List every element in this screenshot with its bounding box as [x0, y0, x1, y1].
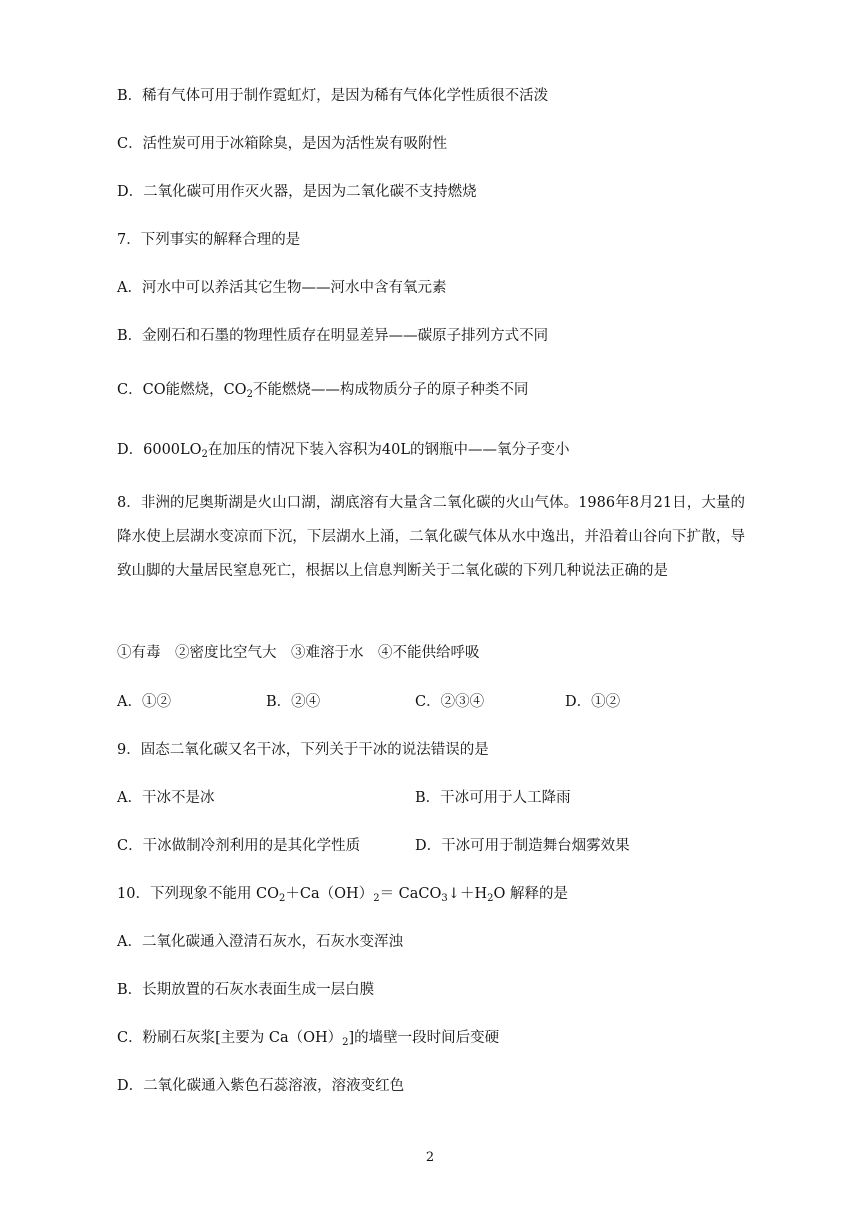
q9-option-a: A．干冰不是冰	[117, 790, 215, 806]
q7-option-c-subscript: 2	[246, 389, 253, 400]
q10-stem-sub1: 2	[279, 893, 286, 904]
q10-stem-part4: ↓＋H	[447, 886, 488, 902]
q10-option-c-start: C．粉刷石灰浆[主要为 Ca（OH）	[117, 1030, 343, 1046]
q10-option-a: A．二氧化碳通入澄清石灰水，石灰水变浑浊	[117, 934, 403, 950]
q7-option-a: A．河水中可以养活其它生物——河水中含有氧元素	[117, 280, 447, 296]
q10-stem-part3: ＝ CaCO	[379, 886, 442, 902]
q10-stem	[117, 884, 568, 904]
q10-option-c-subscript: 2	[342, 1037, 349, 1048]
q7-option-c-start: C．CO能燃烧，	[117, 382, 224, 398]
q8-option-b: B．②④	[266, 694, 321, 710]
q7-option-d-end: 在加压的情况下装入容积为40L的钢瓶中——氧分子变小	[207, 442, 570, 458]
q7-option-c-formula: CO	[223, 382, 247, 398]
q7-option-c	[117, 380, 528, 400]
q9-stem: 9．固态二氧化碳又名干冰，下列关于干冰的说法错误的是	[117, 742, 489, 758]
q7-option-d-subscript: 2	[201, 449, 208, 460]
q6-option-c: C．活性炭可用于冰箱除臭，是因为活性炭有吸附性	[117, 136, 448, 152]
q10-stem-part1: 10．下列现象不能用 CO	[117, 886, 280, 902]
q8-stem: 8．非洲的尼奥斯湖是火山口湖，湖底溶有大量含二氧化碳的火山气体。1986年8月21日，大量的降水使上层湖水变凉而下沉，下层湖水上涌，二氧化碳气体从水中逸出，并沿着山谷向下扩散，导致山脚的大量居民窒息死亡，根据以上信息判断关于二氧化碳的下列几种说法正确的是	[117, 495, 745, 579]
q6-option-b: B．稀有气体可用于制作霓虹灯，是因为稀有气体化学性质很不活泼	[117, 88, 549, 104]
q10-stem-part2: ＋Ca（OH）	[285, 886, 374, 902]
q10-option-d: D．二氧化碳通入紫色石蕊溶液，溶液变红色	[117, 1078, 405, 1094]
q7-option-d-start: D．6000LO	[117, 442, 202, 458]
q10-option-b: B．长期放置的石灰水表面生成一层白膜	[117, 982, 375, 998]
q7-option-c-end: 不能燃烧——构成物质分子的原子种类不同	[252, 382, 529, 398]
q7-stem: 7．下列事实的解释合理的是	[117, 232, 301, 248]
q9-option-b: B．干冰可用于人工降雨	[415, 790, 571, 806]
q7-option-b: B．金刚石和石墨的物理性质存在明显差异——碳原子排列方式不同	[117, 328, 549, 344]
q8-option-a: A．①②	[117, 694, 171, 710]
q8-option-d: D．①②	[565, 694, 621, 710]
q10-option-c	[117, 1028, 499, 1048]
q10-stem-sub3: 3	[441, 893, 448, 904]
q9-option-d: D．干冰可用于制造舞台烟雾效果	[415, 838, 630, 854]
q10-stem-sub2: 2	[373, 893, 380, 904]
q6-option-d: D．二氧化碳可用作灭火器，是因为二氧化碳不支持燃烧	[117, 184, 477, 200]
q8-option-c: C．②③④	[415, 694, 485, 710]
q10-option-c-end: ]的墙壁一段时间后变硬	[348, 1030, 500, 1046]
q8-statements: ①有毒 ②密度比空气大 ③难溶于水 ④不能供给呼吸	[117, 645, 480, 661]
q9-option-c: C．干冰做制冷剂利用的是其化学性质	[117, 838, 361, 854]
q10-stem-sub4: 2	[487, 893, 494, 904]
q10-stem-part5: O 解释的是	[493, 886, 568, 902]
page-number: 2	[425, 1150, 435, 1165]
q7-option-d	[117, 440, 570, 460]
